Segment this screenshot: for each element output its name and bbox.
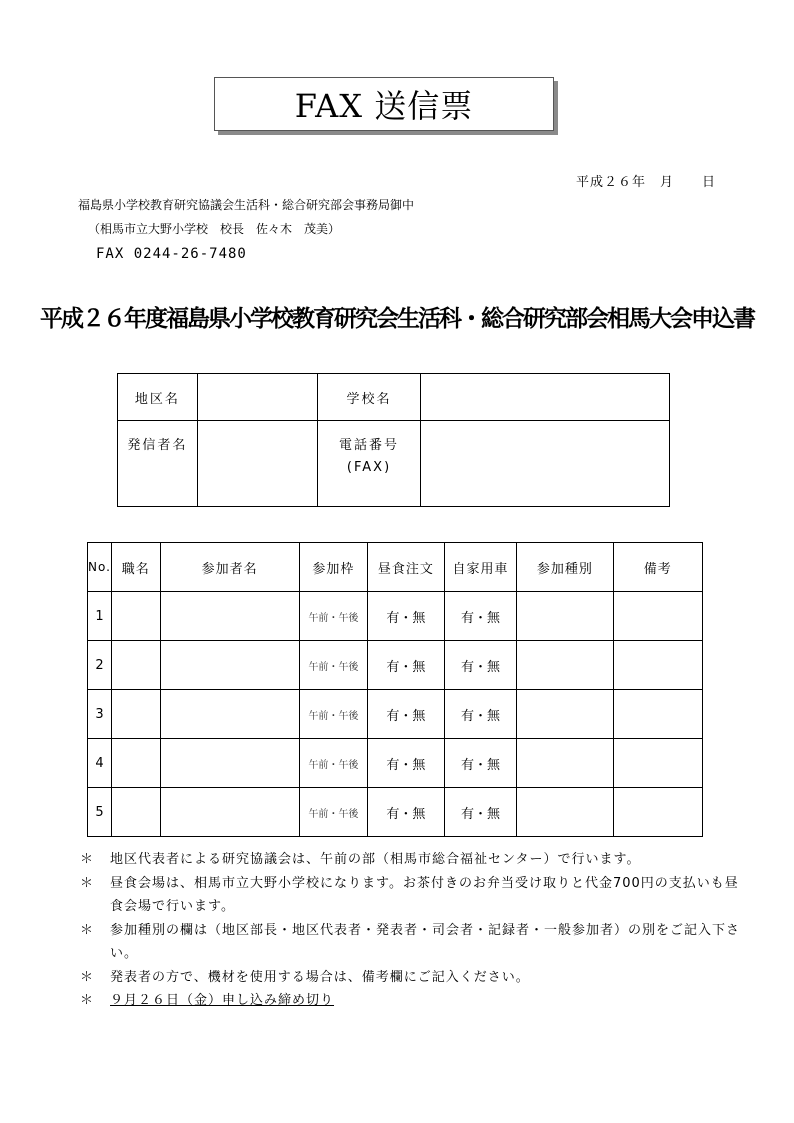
car-option[interactable]: 有・無 xyxy=(444,788,517,837)
type-cell[interactable] xyxy=(517,739,613,788)
name-cell[interactable] xyxy=(160,690,299,739)
recipient-line: 福島県小学校教育研究協議会生活科・総合研究部会事務局御中 xyxy=(78,198,415,212)
name-cell[interactable] xyxy=(160,592,299,641)
district-label: 地区名 xyxy=(118,374,198,421)
fax-title: FAX 送信票 xyxy=(294,87,474,125)
name-cell[interactable] xyxy=(160,739,299,788)
note-text: 昼食会場は、相馬市立大野小学校になります。お茶付きのお弁当受け取りと代金700円の支払いも昼食会場で行います。 xyxy=(110,875,739,914)
sender-field[interactable] xyxy=(197,421,317,507)
lunch-option[interactable]: 有・無 xyxy=(368,592,445,641)
car-option[interactable]: 有・無 xyxy=(444,641,517,690)
participants-table xyxy=(87,542,703,837)
table-row xyxy=(88,788,703,837)
col-header-remarks: 備考 xyxy=(613,543,702,592)
remarks-cell[interactable] xyxy=(613,690,702,739)
type-cell[interactable] xyxy=(517,592,613,641)
page-title: 平成２６年度福島県小学校教育研究会生活科・総合研究部会相馬大会申込書 xyxy=(40,306,754,332)
type-cell[interactable] xyxy=(517,788,613,837)
phone-field[interactable] xyxy=(421,421,670,507)
note-marker: ＊ xyxy=(80,993,95,1008)
deadline-text: ９月２６日（金）申し込み締め切り xyxy=(110,993,335,1008)
col-header-type: 参加種別 xyxy=(517,543,613,592)
date: 平成２６年 月 日 xyxy=(575,175,716,190)
col-header-name: 参加者名 xyxy=(160,543,299,592)
row-number: 5 xyxy=(88,788,112,837)
sender-info-table xyxy=(117,373,670,507)
lunch-option[interactable]: 有・無 xyxy=(368,739,445,788)
table-row xyxy=(88,641,703,690)
row-number: 1 xyxy=(88,592,112,641)
type-cell[interactable] xyxy=(517,690,613,739)
name-cell[interactable] xyxy=(160,641,299,690)
remarks-cell[interactable] xyxy=(613,788,702,837)
slot-option[interactable]: 午前・午後 xyxy=(299,788,368,837)
col-header-slot: 参加枠 xyxy=(299,543,368,592)
col-header-car: 自家用車 xyxy=(444,543,517,592)
lunch-option[interactable]: 有・無 xyxy=(368,788,445,837)
position-cell[interactable] xyxy=(111,690,160,739)
lunch-option[interactable]: 有・無 xyxy=(368,641,445,690)
phone-label-cell xyxy=(317,421,421,507)
remarks-cell[interactable] xyxy=(613,641,702,690)
table-row xyxy=(88,592,703,641)
note-item xyxy=(80,848,740,872)
remarks-cell[interactable] xyxy=(613,592,702,641)
school-field[interactable] xyxy=(421,374,670,421)
row-number: 3 xyxy=(88,690,112,739)
table-row xyxy=(88,690,703,739)
slot-option[interactable]: 午前・午後 xyxy=(299,641,368,690)
row-number: 2 xyxy=(88,641,112,690)
note-marker: ＊ xyxy=(80,922,95,938)
car-option[interactable]: 有・無 xyxy=(444,690,517,739)
sender-label: 発信者名 xyxy=(118,421,198,507)
position-cell[interactable] xyxy=(111,788,160,837)
phone-fax-label: (FAX) xyxy=(346,460,392,475)
recipient-contact: （相馬市立大野小学校 校長 佐々木 茂美） xyxy=(88,222,341,236)
name-cell[interactable] xyxy=(160,788,299,837)
table-row xyxy=(88,739,703,788)
slot-option[interactable]: 午前・午後 xyxy=(299,592,368,641)
position-cell[interactable] xyxy=(111,592,160,641)
note-marker: ＊ xyxy=(80,875,95,891)
note-marker: ＊ xyxy=(80,852,95,867)
col-header-lunch: 昼食注文 xyxy=(368,543,445,592)
slot-option[interactable]: 午前・午後 xyxy=(299,739,368,788)
position-cell[interactable] xyxy=(111,739,160,788)
col-header-no: No. xyxy=(88,543,112,592)
note-text: 参加種別の欄は（地区部長・地区代表者・発表者・司会者・記録者・一般参加者）の別をご記入下さい。 xyxy=(110,922,741,961)
type-cell[interactable] xyxy=(517,641,613,690)
lunch-option[interactable]: 有・無 xyxy=(368,690,445,739)
school-label: 学校名 xyxy=(317,374,421,421)
remarks-cell[interactable] xyxy=(613,739,702,788)
note-item xyxy=(80,989,740,1013)
phone-label: 電話番号 xyxy=(339,438,400,453)
row-number: 4 xyxy=(88,739,112,788)
district-field[interactable] xyxy=(197,374,317,421)
note-text: 地区代表者による研究協議会は、午前の部（相馬市総合福祉センター）で行います。 xyxy=(110,852,641,867)
note-marker: ＊ xyxy=(80,969,95,985)
fax-number: FAX 0244-26-7480 xyxy=(96,246,247,262)
note-item xyxy=(80,872,740,919)
note-text: 発表者の方で、機材を使用する場合は、備考欄にご記入ください。 xyxy=(110,969,530,985)
position-cell[interactable] xyxy=(111,641,160,690)
car-option[interactable]: 有・無 xyxy=(444,592,517,641)
note-item xyxy=(80,966,740,990)
slot-option[interactable]: 午前・午後 xyxy=(299,690,368,739)
notes-list xyxy=(80,848,740,1013)
col-header-position: 職名 xyxy=(111,543,160,592)
car-option[interactable]: 有・無 xyxy=(444,739,517,788)
fax-title-box xyxy=(214,77,554,131)
note-item xyxy=(80,919,740,966)
